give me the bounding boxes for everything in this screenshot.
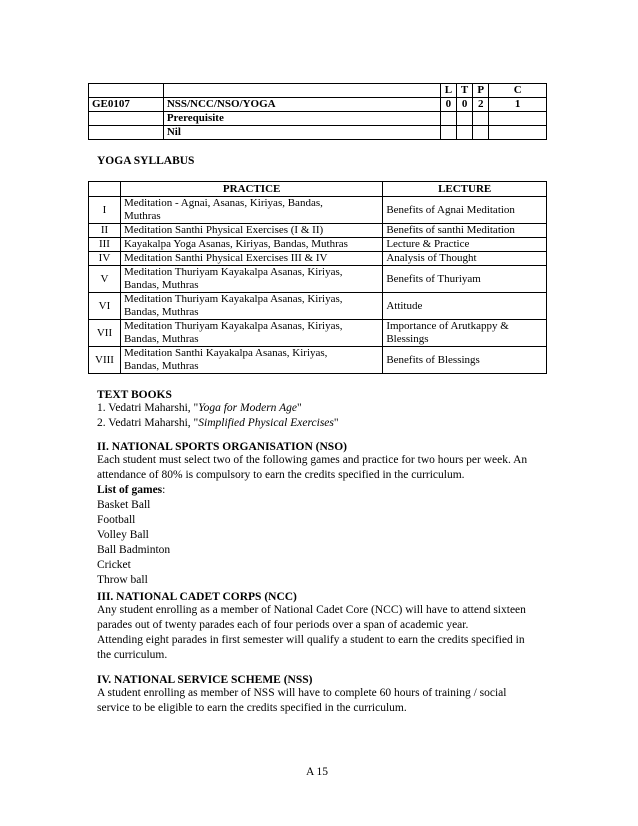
practice-text-line: Bandas, Muthras: [123, 333, 199, 345]
practice-cell: [120, 238, 382, 252]
nss-heading: IV. NATIONAL SERVICE SCHEME (NSS): [97, 674, 313, 686]
prerequisite-value-row: [89, 126, 547, 140]
course-code: GE0107: [89, 98, 164, 112]
ltpc-value-c: 1: [489, 98, 547, 112]
practice-cell: [120, 197, 382, 224]
practice-text-line: Muthras: [123, 210, 161, 222]
practice-text-line: Meditation Thuriyam Kayakalpa Asanas, Kiriyas,: [123, 293, 343, 305]
ncc-section: [97, 591, 567, 663]
lecture-cell: [383, 238, 547, 252]
yoga-header-row: [89, 182, 547, 197]
prerequisite-label: Prerequisite: [163, 112, 440, 126]
yoga-syllabus-row: [89, 252, 547, 266]
nss-text-line: A student enrolling as member of NSS will have to complete 60 hours of training / social: [97, 687, 507, 699]
lecture-cell: [383, 320, 547, 347]
lecture-column-header: LECTURE: [383, 182, 547, 197]
ltpc-header-t: T: [457, 84, 473, 98]
lecture-cell: [383, 266, 547, 293]
game-item: Throw ball: [97, 574, 148, 586]
practice-cell: [120, 252, 382, 266]
lecture-text-line: Blessings: [386, 333, 429, 345]
yoga-syllabus-row: [89, 347, 547, 374]
session-number: III: [89, 238, 121, 252]
practice-text-line: Bandas, Muthras: [123, 279, 199, 291]
lecture-text-line: Lecture & Practice: [386, 238, 470, 250]
lecture-text-line: Analysis of Thought: [386, 252, 477, 264]
ncc-text-line: Any student enrolling as a member of National Cadet Core (NCC) will have to attend sixteen: [97, 604, 526, 616]
game-item: Volley Ball: [97, 529, 149, 541]
yoga-syllabus-row: [89, 224, 547, 238]
yoga-syllabus-row: [89, 320, 547, 347]
textbooks-heading: TEXT BOOKS: [97, 389, 172, 401]
game-item: Ball Badminton: [97, 544, 171, 556]
ltpc-header-p: P: [473, 84, 489, 98]
practice-text-line: Meditation Thuriyam Kayakalpa Asanas, Kiriyas,: [123, 266, 343, 278]
ltpc-header-row: [89, 84, 547, 98]
yoga-syllabus-row: [89, 293, 547, 320]
practice-text-line: Meditation Santhi Physical Exercises III & IV: [123, 252, 328, 264]
lecture-text-line: Benefits of Thuriyam: [386, 272, 481, 285]
practice-text-line: Meditation Santhi Kayakalpa Asanas, Kiriyas,: [123, 347, 328, 359]
session-number: IV: [89, 252, 121, 266]
textbook-item: 1. Vedatri Maharshi, "Yoga for Modern Age": [97, 402, 302, 414]
practice-text-line: Meditation - Agnai, Asanas, Kiriyas, Bandas,: [123, 197, 323, 209]
prerequisite-value: Nil: [163, 126, 440, 140]
textbook-title: Yoga for Modern Age: [198, 402, 297, 414]
prerequisite-row: [89, 112, 547, 126]
game-item: Cricket: [97, 559, 131, 571]
textbooks-section: [97, 389, 557, 431]
session-number: I: [89, 197, 121, 224]
nss-section: [97, 674, 567, 716]
lecture-text-line: Benefits of Blessings: [386, 353, 480, 366]
lecture-text-line: Benefits of santhi Meditation: [386, 224, 515, 236]
nso-text-line: Each student must select two of the following games and practice for two hours per week. An: [97, 454, 528, 466]
textbook-item: 2. Vedatri Maharshi, "Simplified Physical Exercises": [97, 417, 339, 429]
session-number: VII: [89, 320, 121, 347]
course-title: NSS/NCC/NSO/YOGA: [163, 98, 440, 112]
ltpc-header-l: L: [440, 84, 456, 98]
nso-heading: II. NATIONAL SPORTS ORGANISATION (NSO): [97, 441, 347, 453]
session-number: V: [89, 266, 121, 293]
nso-section: [97, 441, 557, 588]
yoga-syllabus-row: [89, 238, 547, 252]
ncc-text-line: Attending eight parades in first semester will qualify a student to earn the credits specified in: [97, 634, 525, 646]
textbook-title: Simplified Physical Exercises: [198, 417, 334, 429]
yoga-syllabus-heading: YOGA SYLLABUS: [97, 155, 195, 167]
ltpc-value-t: 0: [457, 98, 473, 112]
practice-text-line: Bandas, Muthras: [123, 306, 199, 318]
nss-text-line: service to be eligible to earn the credits specified in the curriculum.: [97, 702, 407, 714]
practice-text-line: Meditation Thuriyam Kayakalpa Asanas, Kiriyas,: [123, 320, 343, 332]
lecture-text-line: Importance of Arutkappy &: [386, 320, 509, 332]
practice-cell: [120, 224, 382, 238]
nso-text-line: attendance of 80% is compulsory to earn the credits specified in the curriculum.: [97, 469, 465, 481]
practice-text-line: Kayakalpa Yoga Asanas, Kiriyas, Bandas, Muthras: [123, 238, 348, 250]
yoga-syllabus-table: [88, 181, 547, 374]
practice-column-header: PRACTICE: [120, 182, 382, 197]
ltpc-value-l: 0: [440, 98, 456, 112]
ltpc-value-p: 2: [473, 98, 489, 112]
practice-cell: [120, 293, 382, 320]
ncc-heading: III. NATIONAL CADET CORPS (NCC): [97, 591, 297, 603]
practice-cell: [120, 320, 382, 347]
ncc-text-line: parades out of twenty parades each of four periods over a span of academic year.: [97, 619, 469, 631]
practice-text-line: Bandas, Muthras: [123, 360, 199, 372]
practice-cell: [120, 347, 382, 374]
practice-cell: [120, 266, 382, 293]
session-number: VIII: [89, 347, 121, 374]
session-number: II: [89, 224, 121, 238]
ltpc-header-c: C: [489, 84, 547, 98]
lecture-cell: [383, 224, 547, 238]
yoga-syllabus-row: [89, 266, 547, 293]
lecture-cell: [383, 252, 547, 266]
course-table: [88, 83, 547, 140]
practice-text-line: Meditation Santhi Physical Exercises (I & II): [123, 224, 324, 236]
lecture-cell: [383, 197, 547, 224]
lecture-text-line: Attitude: [386, 299, 423, 312]
course-row: [89, 98, 547, 112]
yoga-syllabus-row: [89, 197, 547, 224]
page-number: A 15: [306, 766, 329, 778]
lecture-text-line: Benefits of Agnai Meditation: [386, 203, 515, 216]
game-item: Basket Ball: [97, 499, 151, 511]
lecture-cell: [383, 347, 547, 374]
lecture-cell: [383, 293, 547, 320]
games-list-label: List of games:: [97, 484, 166, 496]
game-item: Football: [97, 514, 136, 526]
ncc-text-line: the curriculum.: [97, 649, 168, 661]
session-number: VI: [89, 293, 121, 320]
